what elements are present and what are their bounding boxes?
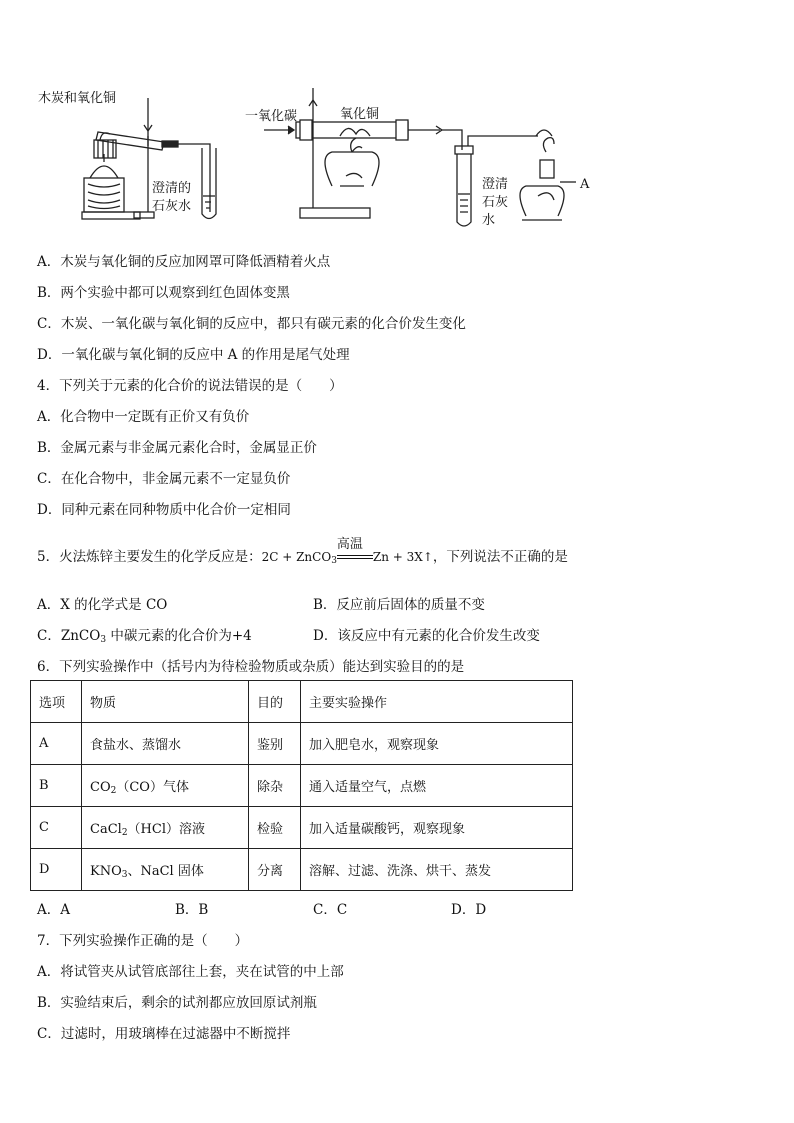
label-a: A — [580, 177, 590, 192]
q4-option-a: A．化合物中一定既有正价又有负价 — [37, 409, 250, 425]
row-operation: 溶解、过滤、洗涤、烘干、蒸发 — [301, 849, 573, 891]
row-operation: 通入适量空气，点燃 — [301, 765, 573, 807]
label-limewater-left-2: 石灰水 — [152, 199, 192, 214]
carbon-cuo-apparatus — [82, 98, 216, 219]
q7-option-b: B．实验结束后，剩余的试剂都应放回原试剂瓶 — [37, 995, 317, 1011]
header-option: 选项 — [31, 681, 82, 723]
q4-stem: 4．下列关于元素的化合价的说法错误的是（ ） — [37, 378, 343, 394]
header-operation: 主要实验操作 — [301, 681, 573, 723]
q5-stem-post: ，下列说法不正确的是 — [432, 549, 568, 565]
row-purpose: 鉴别 — [249, 723, 301, 765]
q5-option-b: B．反应前后固体的质量不变 — [313, 597, 485, 613]
header-purpose: 目的 — [249, 681, 301, 723]
q6-answer-d: D．D — [451, 902, 487, 918]
row-substance: $KNO_3$、NaCl 固体 — [82, 849, 249, 891]
row-operation: 加入肥皂水，观察现象 — [301, 723, 573, 765]
q5-eq-right: Zn + 3X↑ — [372, 550, 433, 564]
label-limewater-right-2: 石灰 — [482, 195, 509, 210]
label-limewater-right-1: 澄清 — [482, 177, 509, 192]
table-header-row — [31, 681, 573, 723]
label-cuo: 氧化铜 — [340, 107, 380, 122]
table-row — [31, 849, 573, 891]
row-option: C — [31, 807, 82, 849]
header-substance: 物质 — [82, 681, 249, 723]
row-substance: $CO_2(CO)$气体 — [82, 765, 249, 807]
q6-answer-a: A．A — [37, 902, 70, 918]
q5-eq-left: 2C + ZnCO$_3$ — [261, 550, 337, 566]
q4-option-c: C．在化合物中，非金属元素不一定显负价 — [37, 471, 291, 487]
row-option: A — [31, 723, 82, 765]
table-row — [31, 765, 573, 807]
q7-option-a: A．将试管夹从试管底部往上套，夹在试管的中上部 — [37, 964, 344, 980]
apparatus-figure — [0, 0, 794, 240]
q3-option-d: D．一氧化碳与氧化铜的反应中 A 的作用是尾气处理 — [37, 347, 350, 363]
table-row — [31, 807, 573, 849]
q5-option-a: A．X 的化学式是 CO — [37, 597, 168, 613]
q6-answer-b: B．B — [175, 902, 209, 918]
q5-eq-arrow — [336, 536, 373, 565]
q5-stem-pre: 5．火法炼锌主要发生的化学反应是： — [37, 549, 262, 565]
q5-option-c: C．ZnCO$_3$ 中碳元素的化合价为+4 — [37, 628, 252, 645]
table-row — [31, 723, 573, 765]
q3-option-b: B．两个实验中都可以观察到红色固体变黑 — [37, 285, 290, 301]
row-option: B — [31, 765, 82, 807]
label-co: 一氧化碳 — [245, 109, 298, 124]
row-operation: 加入适量碳酸钙，观察现象 — [301, 807, 573, 849]
row-substance: CaCl$_2$（HCl）溶液 — [82, 807, 249, 849]
label-reactants: 木炭和氧化铜 — [38, 91, 117, 106]
co-cuo-apparatus — [264, 88, 576, 226]
row-substance: 食盐水、蒸馏水 — [82, 723, 249, 765]
label-limewater-left-1: 澄清的 — [152, 181, 192, 196]
row-purpose: 检验 — [249, 807, 301, 849]
q4-option-d: D．同种元素在同种物质中化合价一定相同 — [37, 502, 291, 518]
q5-condition: 高温 — [336, 536, 363, 552]
q4-option-b: B．金属元素与非金属元素化合时，金属显正价 — [37, 440, 317, 456]
q6-stem: 6．下列实验操作中（括号内为待检验物质或杂质）能达到实验目的的是 — [37, 659, 465, 675]
q7-option-c: C．过滤时，用玻璃棒在过滤器中不断搅拌 — [37, 1026, 291, 1042]
q6-table — [30, 680, 573, 891]
q6-answer-c: C．C — [313, 902, 348, 918]
q3-option-c: C．木炭、一氧化碳与氧化铜的反应中，都只有碳元素的化合价发生变化 — [37, 316, 466, 332]
row-purpose: 除杂 — [249, 765, 301, 807]
q5-stem — [37, 536, 568, 566]
row-option: D — [31, 849, 82, 891]
q7-stem: 7．下列实验操作正确的是（ ） — [37, 933, 249, 949]
q3-option-a: A．木炭与氧化铜的反应加网罩可降低酒精着火点 — [37, 254, 331, 270]
row-purpose: 分离 — [249, 849, 301, 891]
q5-option-d: D．该反应中有元素的化合价发生改变 — [313, 628, 540, 644]
label-limewater-right-3: 水 — [482, 213, 496, 228]
